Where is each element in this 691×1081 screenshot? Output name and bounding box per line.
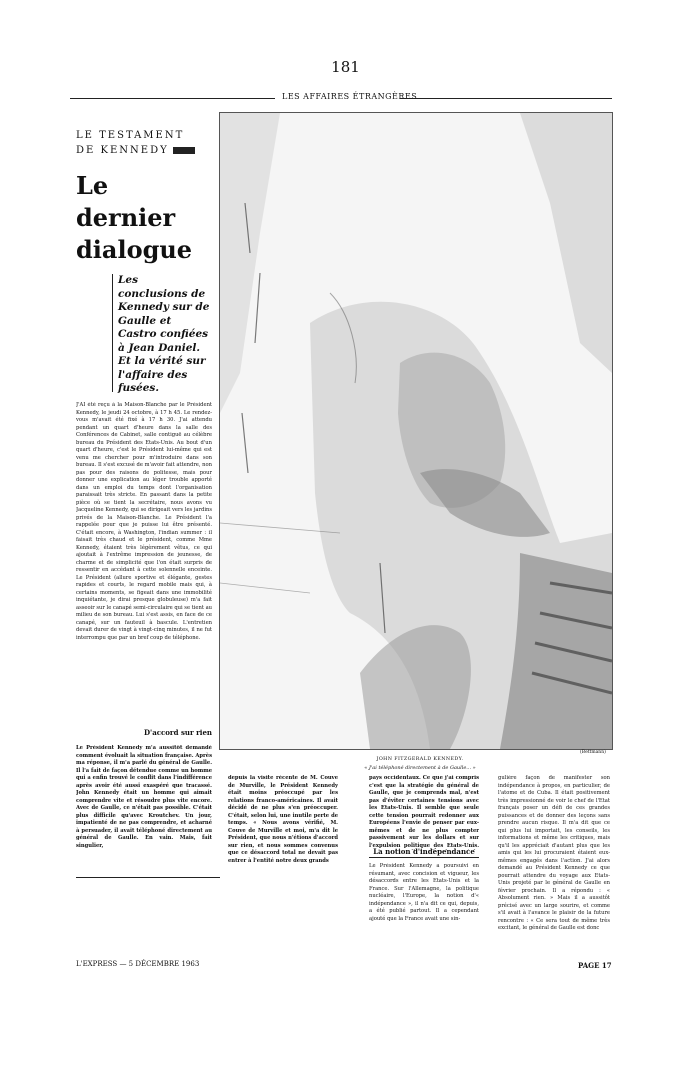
headline-line-1: Le	[76, 171, 109, 200]
photo-caption-name: JOHN FITZGERALD KENNEDY.	[376, 757, 464, 762]
article-kicker	[76, 128, 216, 158]
body-column-3b: Le Président Kennedy a poursuivi en résumant, avec concision et vigueur, les désaccords entre les Etats-Unis et la France. Sur l'Allemagne, la politique nucléaire, l'Europe, la notion d'« indépendance », il n'a dit ce qui, depuis, a été publié partout. Il a cependant ajouté que la France avait une sin-	[369, 863, 479, 922]
photo-caption-quote: « J'ai téléphoné directement à de Gaulle... »	[364, 765, 476, 771]
body-column-1b: Le Président Kennedy m'a aussitôt demandé comment évoluait la situation française. Après ma réponse, il m'a parlé du général de Gaulle. Il l'a fait de façon détendue comme un homme qui a enfin trouvé le conflit dans l'indifférence après avoir été aussi exaspéré que tracassé. John Kennedy était un homme qui aimait comprendre vite et résoudre plus vite encore. Avec de Gaulle, ce n'était pas possible. C'était plus difficile qu'avec Kroutchev. Un jour, impatienté de ne pas comprendre, et acharné à persuader, il avait téléphoné directement au général de Gaulle. En vain. Mais, fait singulier,	[76, 745, 212, 849]
subhead-rule	[369, 857, 479, 858]
footer-page: PAGE 17	[578, 961, 612, 970]
section-rule-left	[70, 98, 275, 99]
section-title: LES AFFAIRES ÉTRANGÈRES	[282, 92, 418, 101]
subhead-accord: D'accord sur rien	[143, 728, 212, 737]
photo-credit: (Bettmann)	[580, 750, 606, 755]
headline-line-3: dialogue	[76, 235, 193, 264]
kicker-marker	[173, 147, 195, 154]
body-column-2: depuis la visite récente de M. Couve de Murville, le Président Kennedy était moins préoccupé par les relations franco-américaines. Il avait décidé de ne plus s'en préoccuper. C'était, selon lui, une inutile perte de temps. « Nous avons vérifié, M. Couve de Murville et moi, m'a dit le Président, que nous n'étions d'accord sur rien, et nous sommes convenus que ce désaccord total ne devait pas entrer à l'entité notre deux grands	[228, 775, 338, 864]
headline	[76, 170, 216, 266]
footer-rule	[76, 877, 220, 878]
page-number: 181	[331, 58, 360, 76]
headline-line-2: dernier	[76, 203, 176, 232]
kicker-line-1: LE TESTAMENT	[76, 130, 185, 141]
photo-image	[220, 113, 612, 749]
kennedy-photo	[219, 112, 613, 750]
subhead-independance: La notion d'indépendance	[373, 847, 475, 856]
body-column-3: pays occidentaux. Ce que j'ai compris c'est que la stratégie du général de Gaulle, que je comprends mal, n'est pas d'éviter certaines tensions avec les Etats-Unis. Il semble que seule cette tension pourrait redonner aux Européens l'envie de penser par eux-mêmes et de ne plus compter passivement sur les dollars et sur l'expulsion politique des Etats-Unis.	[369, 775, 479, 849]
body-column-4: gulière façon de manifester son indépendance à propos, en particulier, de l'atome et de Cuba. Il était positivement très impressionné de voir le chef de l'Etat français poser un défi de ces grandes puissances et de donner des leçons sans prendre aucun risque. Il m'a dit que ce qui plus lui importait, les conseils, les informations et même les critiques, mais qu'il les appréciait d'autant plus que les amis qui les lui procuraient étaient eux-mêmes engagés dans l'action. J'ai alors demandé au Président Kennedy ce que pourrait attendre du voyage aux Etats-Unis projeté par le général de Gaulle en février prochain. Il a répondu : « Absolument rien. » Mais il a aussitôt précisé avec un large sourire, et comme s'il avait à l'avance le plaisir de la future rencontre : « Ce sera tout de même très excitant, le général de Gaulle est donc	[498, 775, 610, 931]
body-column-1: J'AI été reçu à la Maison-Blanche par le Président Kennedy, le jeudi 24 octobre, à 17 h 45. Le rendez-vous m'avait été fixé à 17 h 30. J'ai attendu pendant un quart d'heure dans la salle des Conférences de Cabinet, salle contiguë au célèbre bureau du Président des Etats-Unis. Au bout d'un quart d'heure, c'est le Président lui-même qui est venu me chercher pour m'introduire dans son bureau. Il s'est excusé de m'avoir fait attendre, non pas pour des raisons de politesse, mais pour donner une explication au léger trouble apporté dans un emploi du temps dont l'organisation paraissait très stricte. En passant dans la petite pièce où se tient la secrétaire, nous avons vu Jacqueline Kennedy, qui se dirigeait vers les jardins privés de la Maison-Blanche. Le Président l'a rappelée pour que je puisse lui être présenté. C'était encore, à Washington, l'indian summer : il faisait très chaud et le président, comme Mme Kennedy, étaient très légèrement vêtus, ce qui ajoutait à l'extrême impression de jeunesse, de charme et de simplicité que l'on était surpris de ressentir en accédant à cette solennelle enceinte. Le Président (allure sportive et élégante, gestes rapides et courts, le regard mobile mais qui, à certains moments, se figeait dans une immobilité inquiétante, je dirai presque globuleuse) m'a fait asseoir sur le canapé semi-circulaire qui se tient au milieu de son bureau. Lui s'est assis, en face de ce canapé, sur un fauteuil à bascule. L'entretien devait durer de vingt à vingt-cinq minutes, il ne fut interrompu que par un bref coup de téléphone.	[76, 402, 212, 641]
footer-publication: L'EXPRESS — 5 DÉCEMBRE 1963	[76, 960, 200, 968]
section-rule-right	[400, 98, 612, 99]
kicker-line-2: DE KENNEDY	[76, 145, 169, 156]
dek: Les conclusions de Kennedy sur de Gaulle et Castro confiées à Jean Daniel. Et la vérité sur l'affaire des fusées.	[118, 274, 210, 394]
dek-rule	[112, 274, 113, 392]
